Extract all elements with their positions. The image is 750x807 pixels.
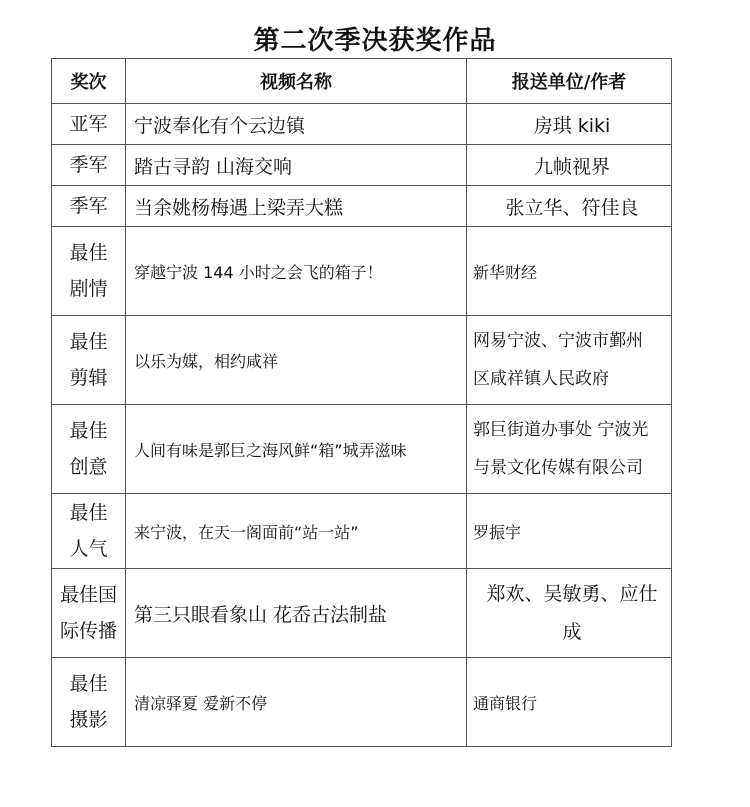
table-row [52,316,672,405]
header-video: 视频名称 [126,59,467,104]
award-text: 最佳国 [59,584,117,606]
video-cell: 穿越宁波 144 小时之会飞的箱子！ [126,227,467,316]
award-cell [52,569,126,658]
awards-table [51,58,672,747]
table-header-row [52,59,672,104]
video-cell: 来宁波，在天一阁面前“站一站” [126,494,467,569]
video-cell: 当余姚杨梅遇上梁弄大糕 [126,186,467,227]
award-text: 人气 [69,538,108,560]
award-text: 最佳 [69,673,108,695]
author-cell: 张立华、符佳良 [467,186,672,227]
table-row [52,405,672,494]
table-row [52,569,672,658]
author-line: 成 [562,621,582,643]
table-row [52,494,672,569]
author-cell: 房琪 kiki [467,104,672,145]
award-cell [52,186,126,227]
award-cell [52,104,126,145]
award-cell [52,658,126,747]
video-cell: 第三只眼看象山 花岙古法制盐 [126,569,467,658]
award-text: 创意 [69,456,108,478]
table-row [52,104,672,145]
video-cell: 宁波奉化有个云边镇 [126,104,467,145]
award-cell [52,145,126,186]
table-row [52,227,672,316]
video-cell: 踏古寻韵 山海交响 [126,145,467,186]
header-author: 报送单位/作者 [467,59,672,104]
award-cell [52,227,126,316]
award-text: 最佳 [69,242,108,264]
award-text: 亚军 [69,113,108,135]
header-award: 奖次 [52,59,126,104]
award-text: 季军 [69,195,108,217]
video-cell: 以乐为媒，相约咸祥 [126,316,467,405]
author-line: 区咸祥镇人民政府 [473,369,609,389]
award-text: 季军 [69,154,108,176]
author-cell: 九帧视界 [467,145,672,186]
award-text: 剧情 [69,278,108,300]
award-text: 最佳 [69,502,108,524]
author-cell: 罗振宇 [467,494,672,569]
table-row [52,186,672,227]
page-title: 第二次季决获奖作品 [253,26,497,56]
author-line: 与景文化传媒有限公司 [473,458,643,478]
author-line: 网易宁波、宁波市鄞州 [473,331,643,351]
award-text: 摄影 [69,709,108,731]
author-cell [467,316,672,405]
author-cell: 通商银行 [467,658,672,747]
award-text: 最佳 [69,331,108,353]
award-cell [52,316,126,405]
author-cell: 新华财经 [467,227,672,316]
award-cell [52,405,126,494]
author-cell [467,405,672,494]
table-row [52,658,672,747]
award-text: 最佳 [69,420,108,442]
author-line: 郭巨街道办事处 宁波光 [473,420,649,440]
video-cell: 人间有味是郭巨之海风鲜“箱”城弄滋味 [126,405,467,494]
table-row [52,145,672,186]
award-text: 剪辑 [69,367,108,389]
award-cell [52,494,126,569]
author-cell [467,569,672,658]
video-cell: 清凉驿夏 爱新不停 [126,658,467,747]
author-line: 郑欢、吴敏勇、应仕 [486,583,658,605]
award-text: 际传播 [59,620,117,642]
